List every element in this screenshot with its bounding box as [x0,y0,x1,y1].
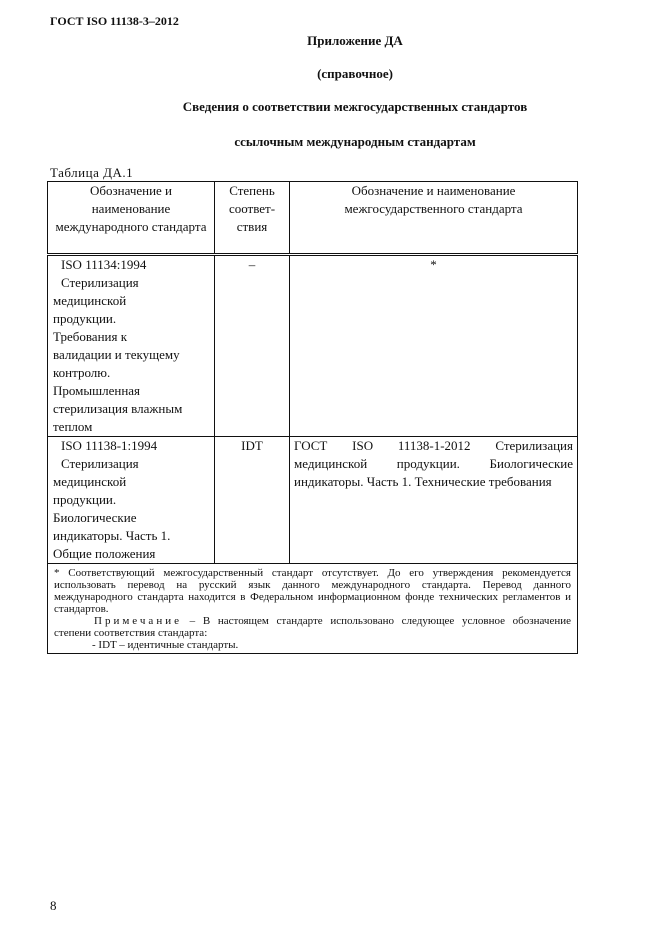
column-header-degree: Степень соответ- ствия [215,182,290,255]
international-title-line: медицинской [53,293,127,308]
international-title-line: продукции. [53,492,117,507]
annex-title: Приложение ДА [307,33,403,48]
interstate-standard-cell: ГОСТ ISO 11138-1-2012 Стерилизация медицинской продукции. Биологические индикаторы. Часть 1. Технические требования [290,437,578,564]
international-code: ISO 11138-1:1994 [61,438,158,453]
international-standard-cell [48,255,215,437]
table-notes-cell [48,564,578,654]
international-title-line: Промышленная [53,383,141,398]
table-footnote: * Соответствующий межгосударственный стандарт отсутствует. До его утверждения рекомендуется использовать перевод на русский язык данного международного стандарта. Перевод данного международного стандарта находится в Федеральном информационном фонде технических регламентов и стандартов. [54,567,571,615]
international-title-line: теплом [53,419,93,434]
international-title-line: медицинской [53,474,127,489]
table-row [48,255,578,437]
international-title-line: контролю. [53,365,111,380]
international-title-line: Общие положения [53,546,156,561]
international-title-line: продукции. [53,311,117,326]
table-caption: Таблица ДА.1 [50,165,134,180]
table-notes-row [48,564,578,654]
column-header-interstate: Обозначение и наименование межгосударственного стандарта [290,182,578,255]
international-title-line: Требования к [53,329,128,344]
note-label: Примечание [94,615,182,627]
annex-status: (справочное) [317,66,393,81]
annex-heading-line2: ссылочным международным стандартам [234,134,476,149]
note-text: – В настоящем стандарте использовано следующее условное обозначение степени соответствия стандарта: [54,615,571,639]
international-title-line: Биологические [53,510,137,525]
page-number: 8 [50,898,57,913]
international-code: ISO 11134:1994 [61,257,147,272]
table-row [48,437,578,564]
international-title-line: стерилизация влажным [53,401,183,416]
column-header-international: Обозначение и наименование международного стандарта [48,182,215,255]
standard-code: ГОСТ ISO 11138-3–2012 [50,14,179,28]
international-title-line: Стерилизация [61,275,139,290]
international-title-line: валидации и текущему [53,347,180,362]
international-title-line: индикаторы. Часть 1. [53,528,171,543]
annex-heading-line1: Сведения о соответствии межгосударственных стандартов [182,99,528,114]
table-note [54,615,571,639]
correspondence-table [47,181,578,654]
international-title-line: Стерилизация [61,456,139,471]
degree-cell: IDT [215,437,290,564]
interstate-standard-cell: * [290,255,578,437]
international-standard-cell [48,437,215,564]
note-list-item: - IDT – идентичные стандарты. [92,639,239,651]
degree-cell: – [215,255,290,437]
